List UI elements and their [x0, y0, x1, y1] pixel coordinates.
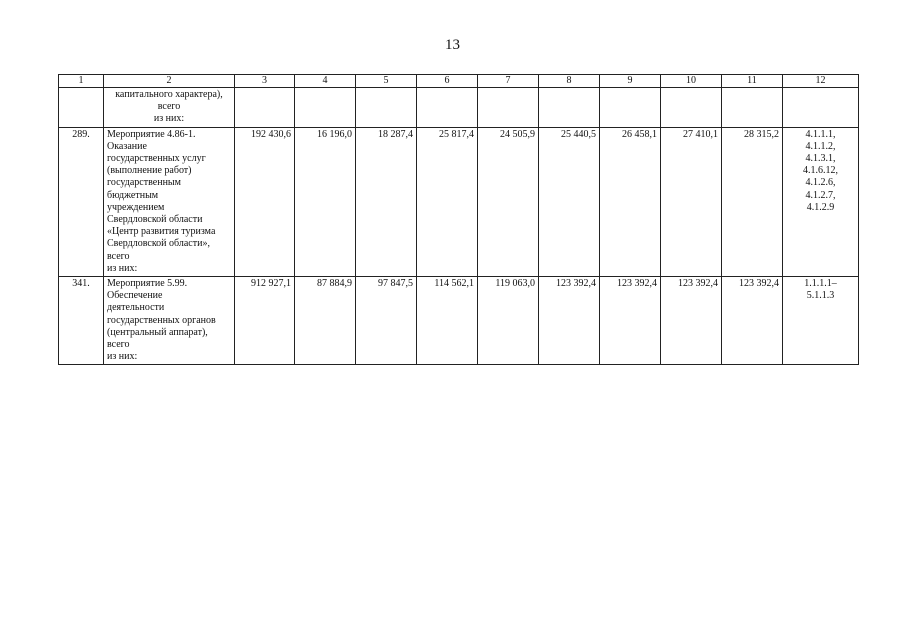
value-cell: 114 562,1 [417, 277, 478, 365]
page-number: 13 [445, 37, 460, 53]
column-header: 9 [600, 75, 661, 88]
target-code: 4.1.1.1, [805, 128, 836, 140]
value-cell [661, 88, 722, 128]
column-header: 6 [417, 75, 478, 88]
value-cell: 25 817,4 [417, 127, 478, 276]
target-code: 4.1.2.6, [805, 177, 836, 189]
column-header: 3 [235, 75, 295, 88]
value-cell: 24 505,9 [478, 127, 539, 276]
target-code: 4.1.2.7, [805, 189, 836, 201]
description-line: Мероприятие 5.99. [107, 278, 188, 290]
value-cell: 912 927,1 [235, 277, 295, 365]
description-line: (выполнение работ) [107, 165, 192, 177]
description-line: Оказание [107, 140, 147, 152]
value-cell [295, 88, 356, 128]
value-cell: 26 458,1 [600, 127, 661, 276]
column-header: 8 [539, 75, 600, 88]
target-codes-cell [783, 127, 859, 276]
value-cell [417, 88, 478, 128]
value-cell: 18 287,4 [356, 127, 417, 276]
description-line: учреждением [107, 201, 165, 213]
description-line: Свердловской области», [107, 238, 210, 250]
value-cell: 87 884,9 [295, 277, 356, 365]
table-row [59, 277, 859, 365]
row-number: 289. [59, 127, 104, 276]
column-header: 5 [356, 75, 417, 88]
row-number: 341. [59, 277, 104, 365]
value-cell: 25 440,5 [539, 127, 600, 276]
value-cell [235, 88, 295, 128]
value-cell: 123 392,4 [722, 277, 783, 365]
column-header: 12 [783, 75, 859, 88]
description-line: всего [107, 250, 130, 262]
target-code: 1.1.1.1– [804, 278, 837, 290]
value-cell: 123 392,4 [600, 277, 661, 365]
description-line: (центральный аппарат), [107, 326, 208, 338]
target-codes-cell [783, 277, 859, 365]
table-row [59, 127, 859, 276]
description-line: из них: [107, 351, 138, 363]
description-line: всего [107, 339, 130, 351]
column-header: 1 [59, 75, 104, 88]
budget-table [58, 74, 859, 365]
value-cell: 28 315,2 [722, 127, 783, 276]
value-cell: 97 847,5 [356, 277, 417, 365]
description-line: из них: [107, 262, 138, 274]
description-line: государственным [107, 177, 181, 189]
description-line: бюджетным [107, 189, 159, 201]
value-cell [600, 88, 661, 128]
description-line: «Центр развития туризма [107, 226, 216, 238]
description-line: всего [157, 101, 181, 113]
row-description [104, 277, 235, 365]
description-line: капитального характера), [115, 89, 223, 100]
value-cell: 16 196,0 [295, 127, 356, 276]
table-header-row [59, 75, 859, 88]
value-cell [478, 88, 539, 128]
value-cell [356, 88, 417, 128]
description-line: Обеспечение [107, 290, 163, 302]
row-number [59, 88, 104, 128]
value-cell: 123 392,4 [539, 277, 600, 365]
column-header: 4 [295, 75, 356, 88]
value-cell [722, 88, 783, 128]
description-line: из них: [153, 113, 185, 125]
target-code: 4.1.6.12, [803, 165, 838, 177]
target-code: 4.1.2.9 [806, 201, 835, 213]
row-description [104, 88, 235, 128]
target-codes-cell [783, 88, 859, 128]
row-description [104, 127, 235, 276]
target-code: 4.1.3.1, [805, 153, 836, 165]
value-cell: 119 063,0 [478, 277, 539, 365]
column-header: 10 [661, 75, 722, 88]
table-row [59, 88, 859, 128]
column-header: 2 [104, 75, 235, 88]
value-cell: 123 392,4 [661, 277, 722, 365]
value-cell: 27 410,1 [661, 127, 722, 276]
column-header: 7 [478, 75, 539, 88]
value-cell: 192 430,6 [235, 127, 295, 276]
value-cell [539, 88, 600, 128]
target-code: 5.1.1.3 [806, 290, 835, 302]
column-header: 11 [722, 75, 783, 88]
description-line: Мероприятие 4.86-1. [107, 128, 196, 140]
description-line: Свердловской области [107, 214, 203, 226]
description-line: государственных органов [107, 314, 216, 326]
target-code: 4.1.1.2, [805, 140, 836, 152]
description-line: государственных услуг [107, 153, 206, 165]
description-line: деятельности [107, 302, 165, 314]
